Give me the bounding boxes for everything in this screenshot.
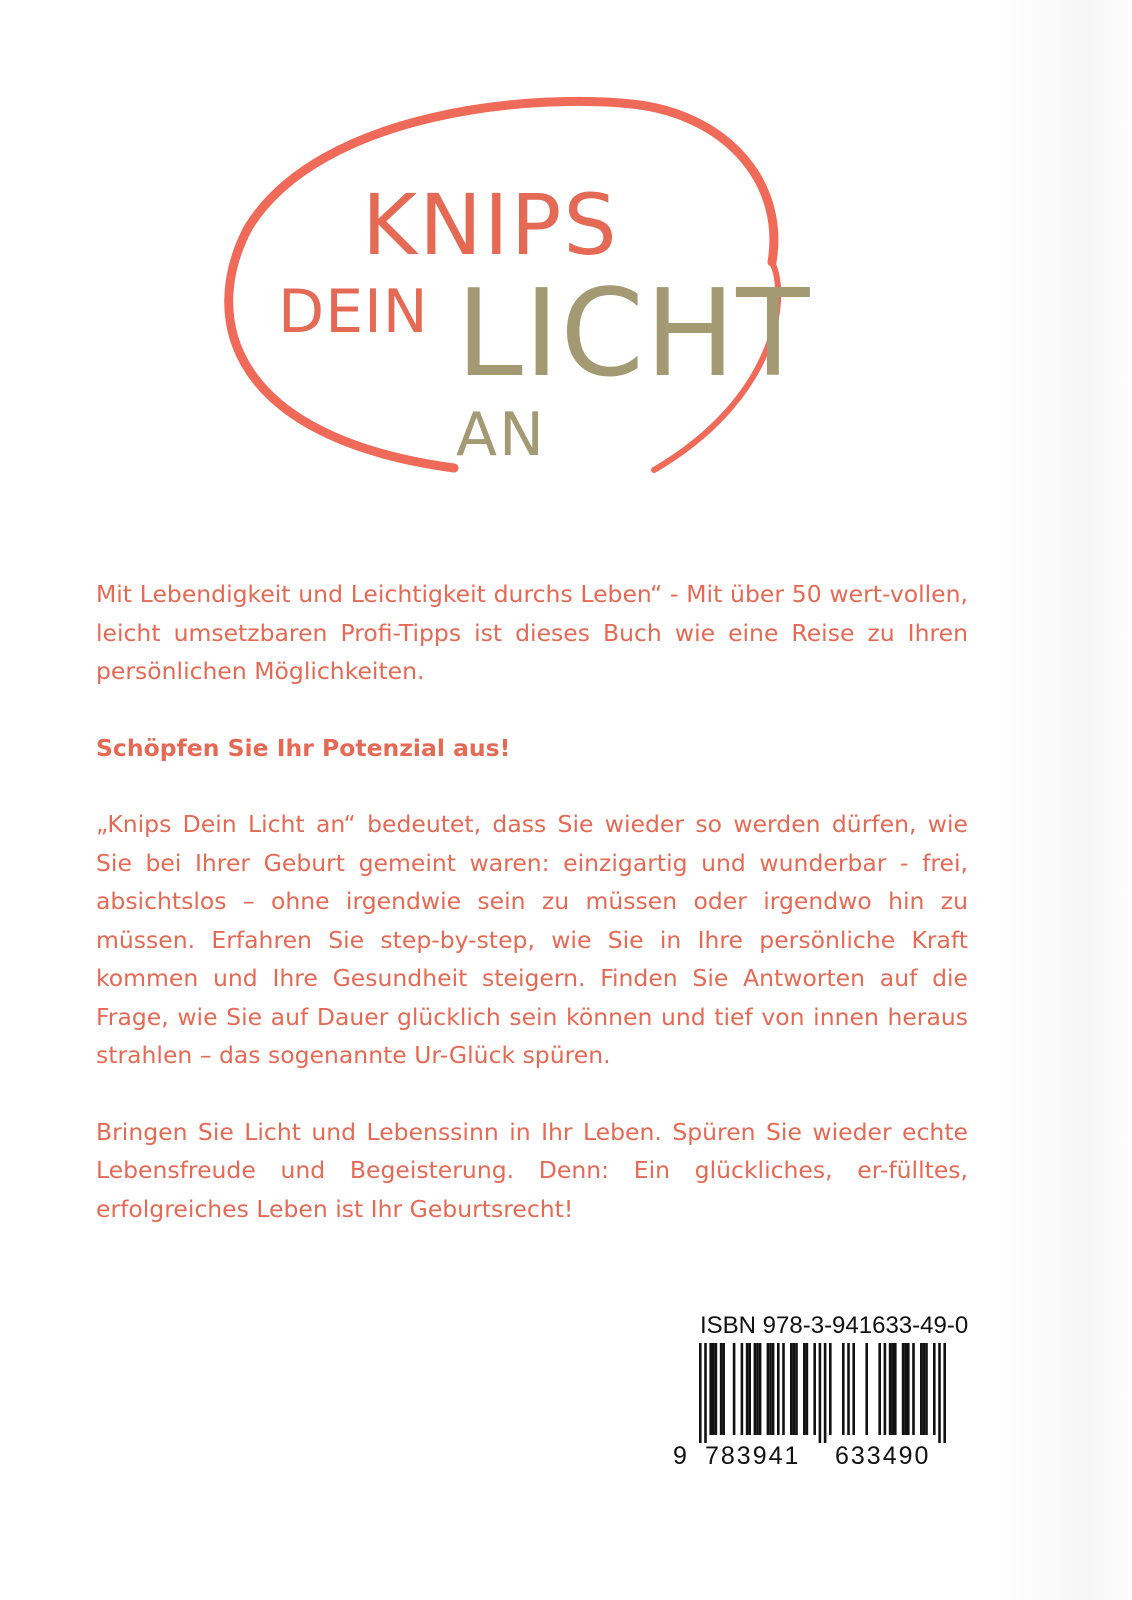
blurb-headline: Schöpfen Sie Ihr Potenzial aus! [96,733,511,762]
isbn-digits-right: 633490 [835,1442,931,1470]
back-cover-blurb [96,575,968,1228]
blurb-body-paragraph: „Knips Dein Licht an“ bedeutet, dass Sie wieder so werden dürfen, wie Sie bei Ihrer Geburt gemeint waren: einzigartig und wunderbar - frei, absichtslos – ohne irgendwie sein zu müssen oder irgendwo hin zu müssen. Erfahren Sie step-by-step, wie Sie in Ihre persönliche Kraft kommen und Ihre Gesundheit steigern. Finden Sie Antworten auf die Frage, wie Sie auf Dauer glücklich sein können und tief von innen heraus strahlen – das sogenannte Ur-Glück spüren. [96,810,968,1069]
blurb-closing-paragraph: Bringen Sie Licht und Lebenssinn in Ihr Leben. Spüren Sie wieder echte Lebensfreude und Begeisterung. Denn: Ein glückliches, er-fülltes, erfolgreiches Leben ist Ihr Geburtsrecht! [96,1117,968,1223]
isbn-digit-first: 9 [673,1442,687,1470]
title-word-licht: LICHT [456,265,811,404]
title-word-dein: DEIN [278,277,429,347]
title-word-knips: KNIPS [362,176,619,274]
barcode [695,1343,965,1443]
title-logo [0,0,1132,520]
isbn-barcode-block [673,1310,969,1480]
blurb-lead-paragraph: Mit Lebendigkeit und Leichtigkeit durchs Leben“ - Mit über 50 wert-vollen, leicht umsetzbaren Profi-Tipps ist dieses Buch wie eine Reise zu Ihren persönlichen Möglichkeiten. [96,580,968,685]
title-word-an: AN [456,400,546,470]
isbn-label: ISBN 978-3-941633-49-0 [700,1312,969,1339]
isbn-digits-left: 783941 [705,1442,801,1470]
